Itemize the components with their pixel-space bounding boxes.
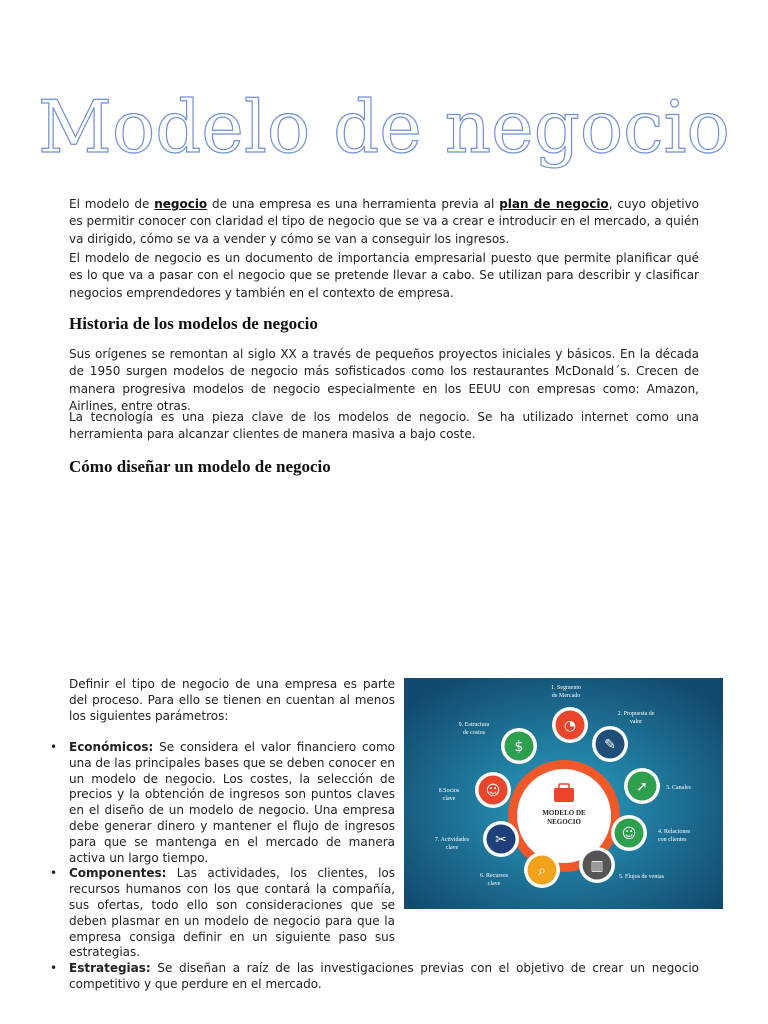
disenar-intro-paragraph: Definir el tipo de negocio de una empresa es parte del proceso. Para ello se tienen en cuentan al menos los siguientes parámetros:	[69, 677, 395, 723]
item-label-line2: clave	[487, 881, 501, 887]
item-label-line1: 5. Flujos de ventas	[619, 874, 664, 880]
bullet-term: Estrategias:	[69, 961, 151, 976]
historia-paragraph-1: Sus orígenes se remontan al siglo XX a través de pequeños proyectos iniciales y básicos. En la década de 1950 surgen modelos de negocio más sofisticados como los restaurantes McDonald´s. Crecen de manera progresiva modelos de negocio especialmente en los EEUU con empresas como: Amazon, Airlines, entre otras.	[69, 347, 699, 413]
item-label-line2: con clientes	[658, 837, 687, 843]
item-icon-glyph: ◔	[563, 718, 577, 734]
list-item-estrategias	[50, 961, 699, 993]
plan-de-negocio-link[interactable]: plan de negocio	[499, 197, 609, 211]
item-label-line1: 3. Canales	[666, 785, 691, 791]
intro-text-b: de una empresa es una herramienta previa al	[207, 197, 500, 211]
item-icon-glyph: ☺	[485, 783, 501, 799]
item-label-line1: 8.Socios	[438, 788, 460, 794]
historia-paragraph-2: La tecnología es una pieza clave de los modelos de negocio. Se ha utilizado internet como una herramienta para alcanzar clientes de manera masiva a bajo coste.	[69, 410, 699, 442]
intro-text-c: , cuyo objetivo es permitir conocer con claridad el tipo de negocio que se va a crear e introducir en el mercado, a quién va dirigido, cómo se va a vender y cómo se van a conseguir los ingresos.	[69, 197, 700, 246]
intro-paragraph-1	[69, 196, 699, 248]
item-label-line1: 1. Segmento	[551, 685, 581, 691]
bullet-dot: •	[50, 866, 58, 881]
bullet-text: Se considera el valor financiero como una de las principales bases que se deben conocer en un modelo de negocio. Los costes, la selección de precios y la obtención de ingresos son puntos claves en el diseño de un modelo de negocio. Una empresa debe generar dinero y mantener el flujo de ingresos para que se mantenga en el mercado de manera activa un largo tiempo.	[69, 740, 395, 865]
list-item-componentes	[50, 866, 395, 961]
bullet-term: Económicos:	[69, 740, 154, 754]
list-item-economicos	[50, 740, 395, 866]
item-label-line1: 6. Recursos	[480, 873, 508, 879]
item-label-line2: clave	[442, 796, 456, 802]
bullet-dot: •	[50, 961, 58, 976]
page-title: Modelo de negocio	[38, 85, 730, 169]
intro-text-a: El modelo de	[69, 197, 155, 211]
bullet-text: Se diseñan a raíz de las investigaciones previas con el objetivo de crear un negocio competitivo y que perdure en el mercado.	[69, 961, 699, 991]
bullet-text: Las actividades, los clientes, los recursos humanos con los que contará la compañía, sus ofertas, todo ello son consideraciones que se deben plasmar en un modelo de negocio para que la empresa consiga definir en un siguiente paso sus estrategias.	[69, 866, 395, 960]
item-icon-glyph: ➚	[636, 779, 648, 795]
item-icon-glyph: $	[514, 739, 524, 755]
item-icon-glyph: ✎	[604, 737, 616, 753]
bullet-term: Componentes:	[69, 866, 167, 881]
item-label-line1: 2. Propuesta de	[617, 711, 655, 717]
item-label-line2: valor	[629, 719, 643, 725]
item-label-line1: 7. Actividades	[434, 837, 470, 843]
center-label-line2: NEGOCIO	[547, 818, 581, 826]
bullet-dot: •	[50, 740, 58, 754]
business-model-infographic	[404, 678, 723, 909]
item-label-line2: de Mercado	[551, 693, 581, 699]
center-label-line1: MODELO DE	[542, 809, 586, 817]
item-label-line1: 4. Relaciones	[658, 829, 691, 835]
item-label-line2: de costos	[462, 730, 486, 736]
intro-paragraph-2: El modelo de negocio es un documento de importancia empresarial puesto que permite planificar qué es lo que va a pasar con el negocio que se pretende llevar a cabo. Se utilizan para describir y clasificar negocios emprendedores y también en el contexto de empresa.	[69, 251, 699, 300]
item-icon-glyph: ☺	[621, 826, 637, 842]
item-icon-glyph: ▥	[590, 858, 604, 874]
negocio-link[interactable]: negocio	[154, 197, 208, 211]
item-icon-glyph: ⌕	[538, 863, 546, 879]
heading-como-disenar: Cómo diseñar un modelo de negocio	[69, 457, 331, 476]
item-label-line2: clave	[445, 845, 459, 851]
heading-historia: Historia de los modelos de negocio	[69, 314, 318, 333]
item-icon-glyph: ✂	[495, 832, 507, 848]
item-label-line1: 9. Estructura	[458, 722, 490, 728]
